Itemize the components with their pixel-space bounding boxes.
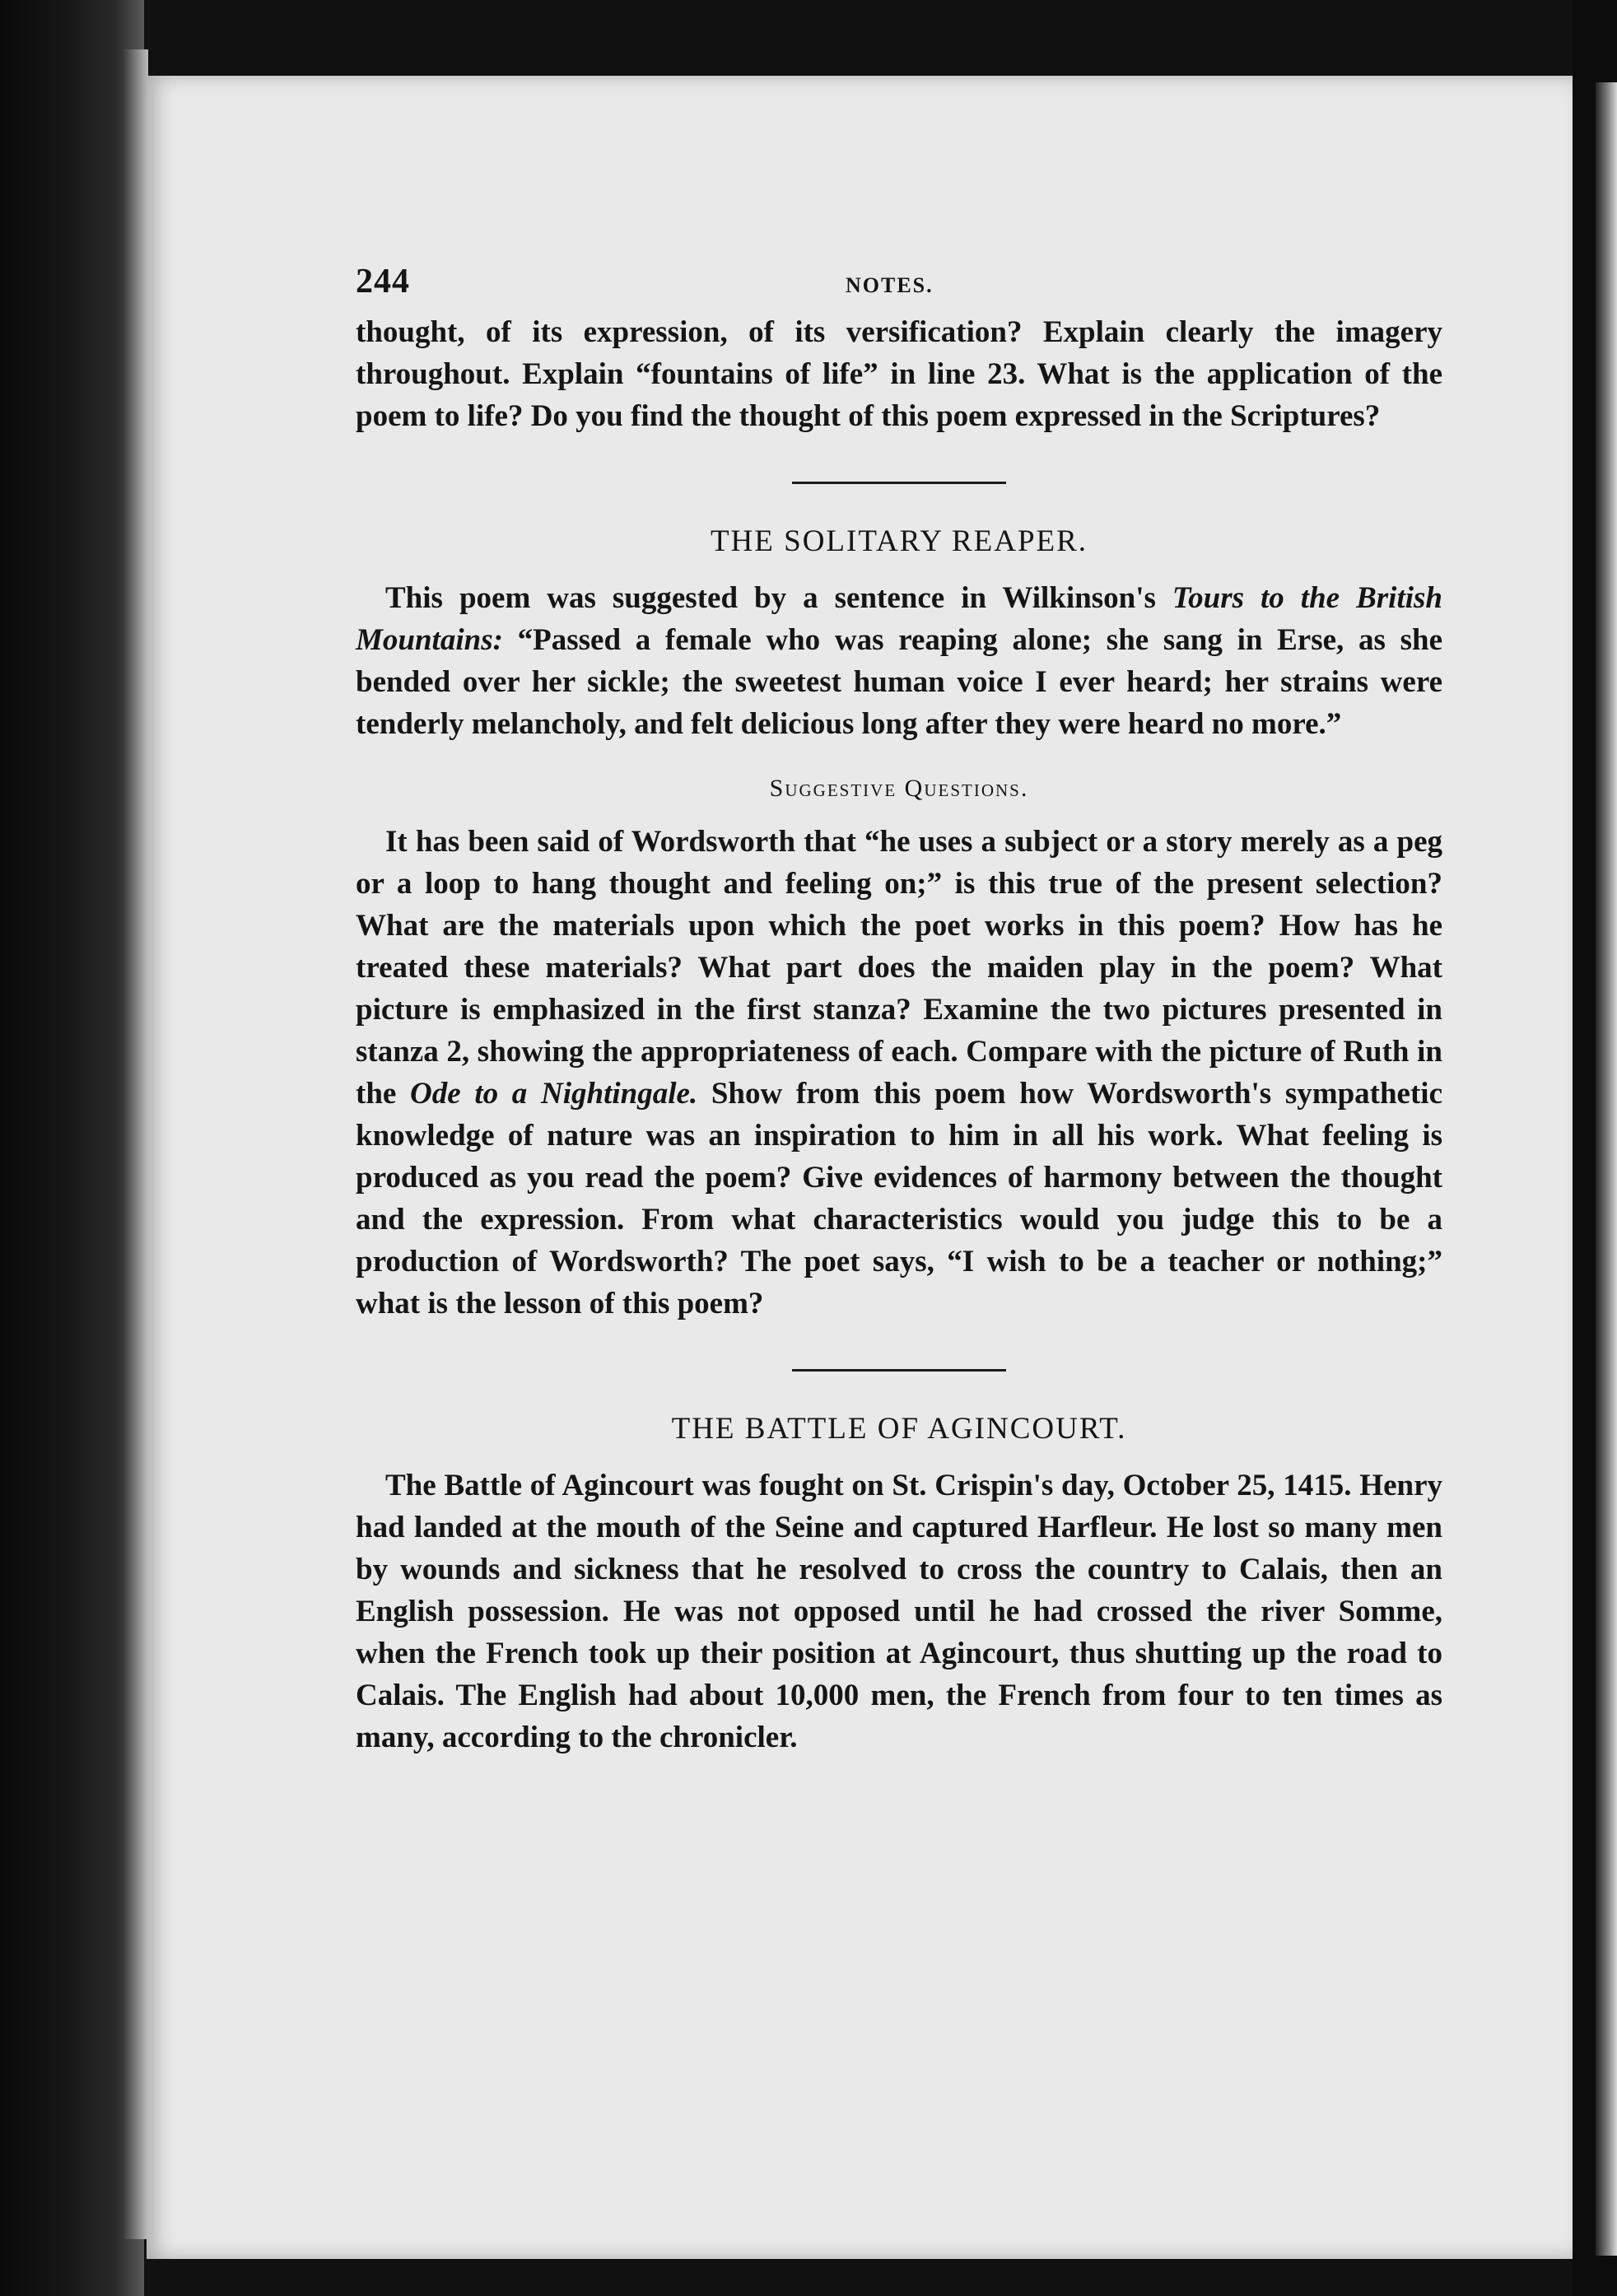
running-head [356, 262, 1442, 311]
section-title-agincourt: THE BATTLE OF AGINCOURT. [671, 1412, 1127, 1446]
reaper-questions-paragraph [356, 821, 1442, 1325]
reaper-questions-text: It has been said of Wordsworth that “he uses a subject or a story merely as a peg or a loop to hang thought and feeling on;” is this true of the present selection? What are the materials upon which the poet works in this poem? How has he treated these materials? What part does the maiden play in the poem? What picture is emphasized in the first stanza? Examine the two pictures presented in stanza 2, showing the appropriateness of each. Compare with the picture of Ruth in the [356, 825, 1442, 1111]
page-number: 244 [356, 263, 410, 300]
section-title-reaper: THE SOLITARY REAPER. [710, 524, 1088, 558]
intro-paragraph: thought, of its expression, of its versification? Explain clearly the imagery throughout. Explain “fountains of life” in line 23. What is the application of the poem to life? Do you find the thought of this poem expressed in the Scriptures? [356, 315, 1442, 433]
poem-title-ode: Ode to a Nightingale. [410, 1077, 698, 1111]
book-binding-edge [123, 49, 148, 2239]
facing-page-edge [1596, 82, 1617, 2256]
suggestive-questions-heading: Suggestive Questions. [769, 775, 1029, 802]
scan-left-edge [0, 0, 144, 2296]
reaper-intro-quote: “Passed a female who was reaping alone; she sang in Erse, as she bended over her sickle; the sweetest human voice I ever heard; her strains were tenderly melancholy, and felt delicious long after they were heard no more.” [356, 623, 1442, 741]
running-title: NOTES. [846, 273, 934, 297]
page-content [356, 262, 1442, 1758]
reaper-questions-rest: Show from this poem how Wordsworth's sympathetic knowledge of nature was an inspiration to him in all his work. What feeling is produced as you read the poem? Give evidences of harmony between the thought and the expression. From what characteristics would you judge this to be a production of Wordsworth? The poet says, “I wish to be a teacher or nothing;” what is the lesson of this poem? [356, 1077, 1442, 1320]
reaper-intro-text: This poem was suggested by a sentence in Wilkinson's [385, 581, 1172, 615]
book-title-tours: Tours to the British Mountains: [356, 581, 1442, 657]
agincourt-paragraph: The Battle of Agincourt was fought on St. Crispin's day, October 25, 1415. Henry had landed at the mouth of the Seine and captured Harfleur. He lost so many men by wounds and sickness that he resolved to cross the country to Calais, then an English possession. He was not opposed until he had crossed the river Somme, when the French took up their position at Agincourt, thus shutting up the road to Calais. The English had about 10,000 men, the French from four to ten times as many, according to the chronicler. [356, 1469, 1442, 1754]
section-divider [792, 1369, 1006, 1372]
reaper-intro-paragraph [356, 577, 1442, 745]
section-divider [792, 482, 1006, 484]
